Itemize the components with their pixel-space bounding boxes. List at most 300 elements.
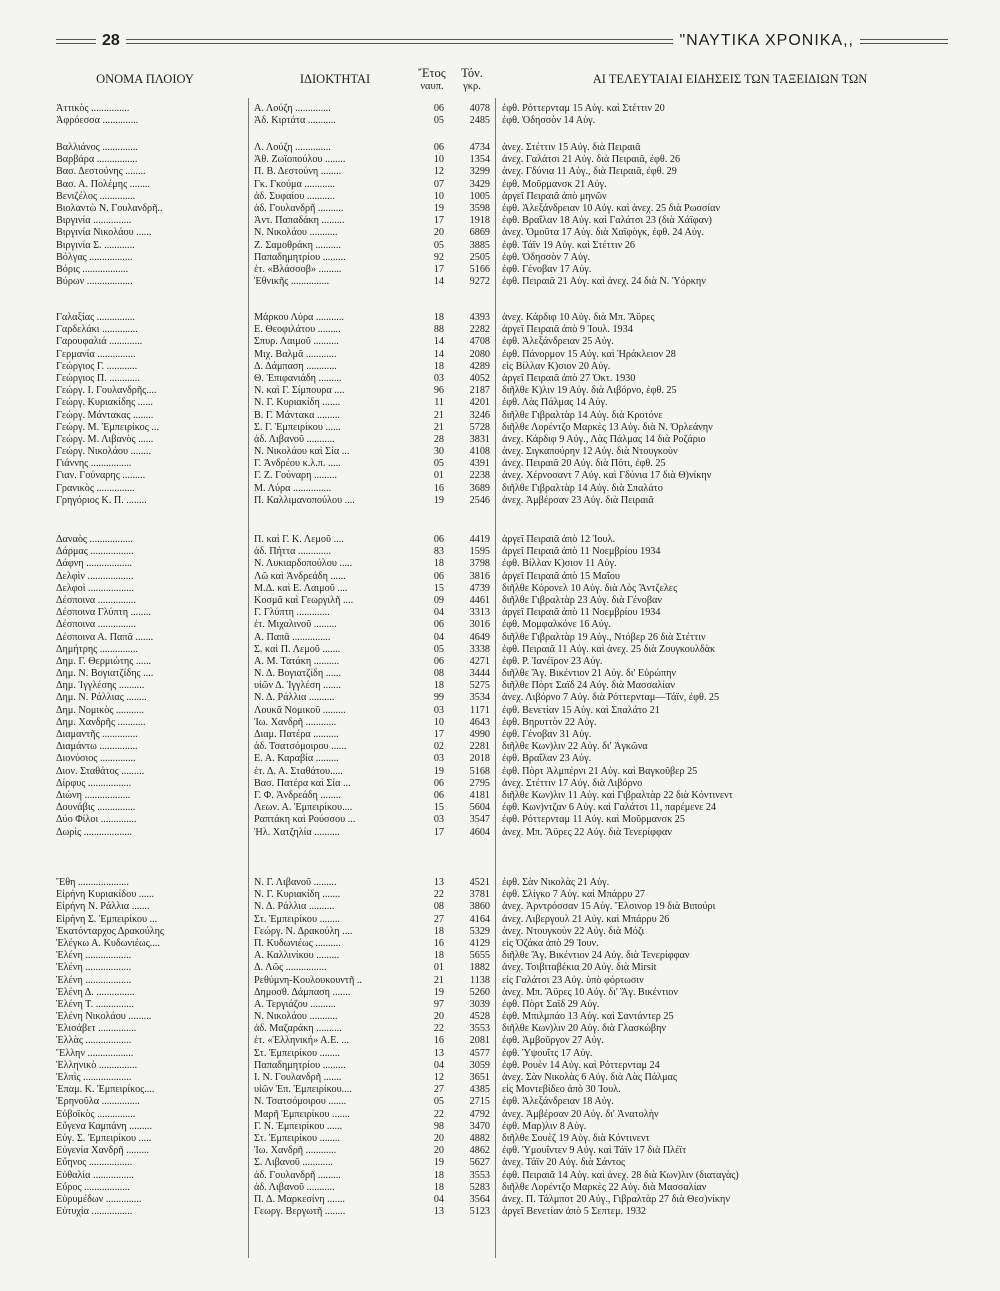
voyage-news: ἀργεῖ Πειραιᾶ ἀπὸ 11 Νοεμβρίου 1934 [502, 546, 661, 558]
gross-tonnage: 1918 [469, 215, 490, 227]
ship-name: Δημήτρης ............... [56, 643, 138, 655]
table-row [0, 632, 1000, 644]
voyage-news: ἐφθ. Μπιλμπάο 13 Αὐγ. καὶ Σαντάντερ 25 [502, 1011, 674, 1023]
gross-tonnage: 2080 [469, 348, 490, 360]
gross-tonnage: 4734 [469, 142, 490, 153]
gross-tonnage: 4792 [469, 1108, 490, 1120]
voyage-news: διῆλθε Γιβραλτὰρ 23 Αὐγ. διὰ Γένοβαν [502, 594, 662, 606]
owner-name: Μ. Λύρα ............... [254, 482, 332, 494]
gross-tonnage: 3689 [469, 482, 490, 494]
owner-name: Π. Κυδωνιέως .......... [254, 937, 341, 949]
owner-name: Γεώργ. Ν. Δρακούλη .... [254, 925, 353, 937]
gross-tonnage: 4129 [469, 937, 490, 949]
owner-name: ἑτ. Μιχαλινοῦ ......... [254, 619, 337, 631]
page-header [56, 30, 956, 54]
ship-name: Εὔηνος ................. [56, 1157, 133, 1169]
table-row [0, 619, 1000, 631]
build-year: 18 [433, 558, 444, 570]
build-year: 01 [433, 470, 444, 482]
build-year: 13 [433, 1047, 444, 1059]
owner-name: Στ. Ἐμπειρίκου ........ [254, 1132, 340, 1144]
build-year: 01 [433, 962, 444, 974]
build-year: 03 [433, 372, 444, 384]
voyage-news: ἐφθ. Σλίγκο 7 Αὐγ. καὶ Μπάρρυ 27 [502, 889, 646, 901]
ship-name: Δέσποινα ............... [56, 619, 136, 631]
owner-name: ἀδ. Γουλανδρῆ .......... [254, 202, 344, 214]
ship-name: Εὐτυχία ................ [56, 1206, 133, 1218]
build-year: 13 [433, 877, 444, 888]
table-row [0, 692, 1000, 704]
build-year: 16 [433, 937, 444, 949]
owner-name: Γ. Ἀνδρέου κ.λ.π. ..... [254, 458, 341, 470]
build-year: 03 [433, 753, 444, 765]
table-row [0, 312, 1000, 324]
voyage-news: ἀργεῖ Πειραιᾶ ἀπὸ 11 Νοεμβρίου 1934 [502, 607, 661, 619]
owner-name: Σ. Γ. Ἐμπειρίκου ...... [254, 421, 341, 433]
build-year: 19 [433, 986, 444, 998]
owner-name: Ε. Θεοφιλάτου ......... [254, 324, 341, 336]
owner-name: ἀδ. Γουλανδρῆ ......... [254, 1169, 341, 1181]
gross-tonnage: 3651 [469, 1072, 490, 1083]
voyage-news: ἀργεῖ Πειραιᾶ ἀπὸ 15 Μαΐου [502, 570, 620, 582]
gross-tonnage: 5655 [469, 950, 490, 962]
table-row [0, 227, 1000, 239]
voyage-news: ἐφθ. Λὰς Πάλμας 14 Αὐγ. [502, 397, 608, 409]
table-row [0, 495, 1000, 507]
voyage-news: ἐφθ. Ρ. Ἰανέϊρον 23 Αὐγ. [502, 655, 603, 667]
owner-name: Λεων. Α. Ἐμπειρίκου.... [254, 802, 353, 814]
owner-name: Δ. Δάμπαση ............ [254, 360, 337, 372]
gross-tonnage: 4164 [469, 913, 490, 925]
gross-tonnage: 2018 [469, 753, 490, 765]
ship-name: Δημ. Γ. Θερμιώτης ...... [56, 655, 152, 667]
build-year: 27 [433, 1084, 444, 1096]
voyage-news: ἀνεχ. Τάϊν 20 Αὐγ. διὰ Σάντος [502, 1157, 626, 1169]
table-row [0, 154, 1000, 166]
ship-name: Δημ. Ἰγγλέσης .......... [56, 680, 145, 692]
voyage-news: διῆλθε Γιβραλτὰρ 14 Αὐγ. διὰ Σπαλάτο [502, 482, 663, 494]
build-year: 20 [433, 1132, 444, 1144]
ship-name: Εἰρήνη Κυριακίδου ...... [56, 889, 155, 901]
gross-tonnage: 3313 [469, 607, 490, 619]
owner-name: ἀδ. Μαζαράκη .......... [254, 1023, 342, 1035]
gross-tonnage: 3534 [469, 692, 490, 704]
col-header-tons-label: Τόν. [461, 66, 483, 80]
build-year: 17 [433, 215, 444, 227]
build-year: 88 [433, 324, 444, 336]
ship-name: Δημ. Νομικὸς ........... [56, 704, 144, 716]
gross-tonnage: 4271 [469, 655, 490, 667]
ship-name: Βιργινία ............... [56, 215, 132, 227]
table-row [0, 103, 1000, 115]
ship-name: Δάφνη .................. [56, 558, 133, 570]
ship-name: Ἑλληνικὸ ............... [56, 1059, 138, 1071]
table-row [0, 385, 1000, 397]
build-year: 10 [433, 190, 444, 202]
build-year: 21 [433, 974, 444, 986]
ship-name: Ἑλένη .................. [56, 950, 132, 962]
owner-name: ἀδ. Τσατσόμοιρου ...... [254, 741, 347, 753]
voyage-news: ἐφθ. Ἀμβοῦργον 27 Αὐγ. [502, 1035, 604, 1047]
owner-name: ἀδ. Λιβανοῦ ........... [254, 1181, 335, 1193]
ship-name: Βασ. Δεστούνης ........ [56, 166, 146, 178]
owner-name: Α. Λούζη .............. [254, 103, 331, 114]
owner-name: Δημοσθ. Δάμπαση ....... [254, 986, 351, 998]
build-year: 04 [433, 607, 444, 619]
gross-tonnage: 3338 [469, 643, 490, 655]
table-row [0, 607, 1000, 619]
voyage-news: ἐφθ. Γένοβαν 17 Αὐγ. [502, 263, 592, 275]
table-row [0, 975, 1000, 987]
owner-name: Λ. Λούζη .............. [254, 142, 331, 153]
ship-name: Γιαν. Γούναρης ......... [56, 470, 146, 482]
ship-name: Γεώργ. Κυριακίδης ...... [56, 397, 153, 409]
voyage-news: ἀνεχ. Μπ. Ἄϋρες 22 Αὐγ. διὰ Τενερίφφαν [502, 826, 672, 838]
ship-name: Δάρμας ................. [56, 546, 134, 558]
gross-tonnage: 4862 [469, 1145, 490, 1157]
ship-name: Δύο Φίλοι .............. [56, 814, 137, 826]
build-year: 16 [433, 1035, 444, 1047]
table-row [0, 142, 1000, 154]
gross-tonnage: 3816 [469, 570, 490, 582]
owner-name: Στ. Ἐμπειρίκου ........ [254, 913, 340, 925]
owner-name: Θ. Ἐπιφανιάδη ......... [254, 372, 342, 384]
gross-tonnage: 4461 [469, 594, 490, 606]
ship-name: Γαλαξίας ............... [56, 312, 135, 323]
build-year: 07 [433, 178, 444, 190]
voyage-news: διῆλθε Λορέντζο Μαρκὲς 13 Αὐγ. διὰ Ν. Ὀρλεάνην [502, 421, 713, 433]
owner-name: Στ. Ἐμπειρίκου ........ [254, 1047, 340, 1059]
ship-name: Εὐγ. Σ. Ἐμπειρίκου ..... [56, 1132, 152, 1144]
gross-tonnage: 4649 [469, 631, 490, 643]
owner-name: Σ. καὶ Π. Λεμοῦ ....... [254, 643, 341, 655]
ship-name: Ἔθη .................... [56, 877, 129, 888]
voyage-news: ἀργεῖ Πειραιᾶ ἀπὸ μηνῶν [502, 190, 607, 202]
gross-tonnage: 2282 [469, 324, 490, 336]
table-row [0, 1023, 1000, 1035]
gross-tonnage: 4882 [469, 1132, 490, 1144]
ship-name: Ἐρηνοῦλα ............... [56, 1096, 140, 1108]
voyage-news: διῆλθε Κων)λιν 20 Αὐγ. διὰ Γλασκώβην [502, 1023, 667, 1035]
voyage-news: ἐφθ. Τάϊν 19 Αὐγ. καὶ Στέττιν 26 [502, 239, 635, 251]
voyage-news: ἀνεχ. Ντουγκοὺν 22 Αὐγ. διὰ Μόζι [502, 925, 645, 937]
ship-name: Γαρδελάκι .............. [56, 324, 138, 336]
col-header-ship: ΟΝΟΜΑ ΠΛΟΙΟΥ [96, 72, 194, 86]
voyage-news: ἐφθ. Πειραιᾶ 21 Αὐγ. καὶ ἀνεχ. 24 διὰ Ν. Ὑόρκην [502, 276, 706, 288]
build-year: 06 [433, 142, 444, 153]
owner-name: Βασ. Πατέρα καὶ Σία ... [254, 777, 351, 789]
build-year: 30 [433, 446, 444, 458]
owner-name: Α. Παπᾶ ............... [254, 631, 331, 643]
table-row [0, 938, 1000, 950]
table-row [0, 717, 1000, 729]
table-row [0, 1121, 1000, 1133]
voyage-news: διῆλθε Κων)λιν 22 Αὐγ. δι' Ἀγκῶνα [502, 741, 648, 753]
voyage-news: ἐφθ. Πειραιᾶ 11 Αὐγ. καὶ ἀνεχ. 25 διὰ Ζουγκουλδὰκ [502, 643, 716, 655]
table-row [0, 166, 1000, 178]
table-row [0, 987, 1000, 999]
voyage-news: διῆλθε Γιβραλτὰρ 14 Αὐγ. διὰ Κροτόνε [502, 409, 663, 421]
ship-name: Γεώργ. Μ. Ἐμπειρίκος ... [56, 421, 159, 433]
ship-name: Δημ. Ν. Βογιατζίδης .... [56, 668, 154, 680]
table-row [0, 1170, 1000, 1182]
owner-name: Ν. Νικολάου ........... [254, 227, 338, 239]
ship-name: Δουνάβις ............... [56, 802, 136, 814]
owner-name: Ν. καὶ Γ. Σίμπουρα .... [254, 385, 345, 397]
voyage-news: διῆλθε Κων)λιν 11 Αὐγ. καὶ Γιβραλτὰρ 22 διὰ Κόντινεντ [502, 789, 733, 801]
build-year: 04 [433, 631, 444, 643]
owner-name: Ἀδ. Κιρτάτα ........... [254, 115, 336, 127]
ship-name: Δαναὸς ................. [56, 534, 133, 545]
gross-tonnage: 5166 [469, 263, 490, 275]
owner-name: Π. Καλλιμανοπούλου .... [254, 494, 355, 506]
build-year: 10 [433, 154, 444, 166]
voyage-news: ἐφθ. Ρόττερνταμ 15 Αὐγ. καὶ Στέττιν 20 [502, 103, 665, 114]
table-row [0, 1096, 1000, 1108]
ship-name: Γερμανία ............... [56, 348, 136, 360]
gross-tonnage: 5283 [469, 1181, 490, 1193]
build-year: 13 [433, 1206, 444, 1218]
voyage-news: ἀνεχ. Ἀρντρόσσαν 15 Αὐγ. Ἔλσινορ 19 διὰ Βιπούρι [502, 901, 716, 913]
build-year: 15 [433, 802, 444, 814]
owner-name: Π. Β. Δεστούνη ........ [254, 166, 342, 178]
build-year: 05 [433, 643, 444, 655]
owner-name: Β. Γ. Μάντακα ......... [254, 409, 340, 421]
table-row [0, 729, 1000, 741]
owner-name: υἱῶν Δ. Ἰγγλέση ....... [254, 680, 341, 692]
build-year: 18 [433, 312, 444, 323]
gross-tonnage: 4181 [469, 789, 490, 801]
voyage-news: ἐφθ. Πειραιᾶ 14 Αὐγ. καὶ ἀνεχ. 28 διὰ Κων)λιν (διαταγὰς) [502, 1169, 739, 1181]
table-row [0, 252, 1000, 264]
table-row [0, 115, 1000, 127]
ship-name: Ἐλπὶς ................... [56, 1072, 132, 1083]
owner-name: Σπυρ. Λαιμοῦ .......... [254, 336, 339, 348]
table-row [0, 595, 1000, 607]
ship-name: Γιάννης ................ [56, 458, 132, 470]
voyage-news: διῆλθε Γιβραλτὰρ 19 Αὐγ., Ντόβερ 26 διὰ Στέττιν [502, 631, 706, 643]
voyage-news: ἀνεχ. Σὰν Νικολὰς 6 Αὐγ. διὰ Λὰς Πάλμας [502, 1072, 677, 1083]
ship-name: Διονύσιος .............. [56, 753, 136, 765]
build-year: 19 [433, 765, 444, 777]
build-year: 22 [433, 1023, 444, 1035]
build-year: 06 [433, 789, 444, 801]
build-year: 18 [433, 1181, 444, 1193]
owner-name: Γ. Φ. Ἀνδρεάδη ........ [254, 789, 341, 801]
ship-group [0, 877, 1000, 1218]
owner-name: Διαμ. Πατέρα .......... [254, 729, 339, 740]
col-header-tons [452, 66, 492, 94]
build-year: 16 [433, 482, 444, 494]
gross-tonnage: 5728 [469, 421, 490, 433]
build-year: 27 [433, 913, 444, 925]
voyage-news: ἐφθ. Βηρυττὸν 22 Αὐγ. [502, 716, 597, 728]
ship-group [0, 312, 1000, 507]
gross-tonnage: 4201 [469, 397, 490, 409]
build-year: 06 [433, 103, 444, 114]
voyage-news: διῆλθε Κ)λιν 19 Αὐγ. διὰ Λιβόρνο, ἐφθ. 25 [502, 385, 677, 397]
table-row [0, 203, 1000, 215]
table-row [0, 802, 1000, 814]
ship-name: Δημ. Χανδρῆς ........... [56, 716, 146, 728]
build-year: 20 [433, 1011, 444, 1023]
gross-tonnage: 9272 [469, 276, 490, 288]
ship-name: Γεώργ. Νικολάου ........ [56, 446, 151, 458]
build-year: 12 [433, 166, 444, 178]
build-year: 17 [433, 729, 444, 740]
table-row [0, 434, 1000, 446]
build-year: 08 [433, 901, 444, 913]
build-year: 20 [433, 227, 444, 239]
build-year: 19 [433, 494, 444, 506]
table-row [0, 790, 1000, 802]
build-year: 06 [433, 777, 444, 789]
build-year: 14 [433, 276, 444, 288]
table-row [0, 361, 1000, 373]
gross-tonnage: 2485 [469, 115, 490, 127]
publication-title: "ΝΑΥΤΙΚΑ ΧΡΟΝΙΚΑ,, [673, 30, 860, 52]
owner-name: Α. Καλλινίκου ......... [254, 950, 340, 962]
voyage-news: εἰς Γαλάτσι 23 Αὐγ. ὑπὸ φόρτωσιν [502, 974, 644, 986]
gross-tonnage: 4604 [469, 826, 490, 838]
ship-name: Εὐβοϊκὸς ............... [56, 1108, 136, 1120]
owner-name: Γ. Γλύπτη ............. [254, 607, 330, 619]
table-row [0, 1157, 1000, 1169]
voyage-news: ἐφθ. Ὀδησσὸν 7 Αὐγ. [502, 251, 591, 263]
build-year: 14 [433, 348, 444, 360]
owner-name: Ν. Γ. Κυριακίδη ....... [254, 889, 341, 901]
ship-name: Διαμάντω ............... [56, 741, 138, 753]
gross-tonnage: 5168 [469, 765, 490, 777]
table-row [0, 914, 1000, 926]
build-year: 18 [433, 925, 444, 937]
table-row [0, 558, 1000, 570]
ship-name: Δίρφυς ................. [56, 777, 132, 789]
owner-name: Δ. Λῶς ................ [254, 962, 327, 974]
ship-name: Γρανικὸς ............... [56, 482, 135, 494]
gross-tonnage: 2081 [469, 1035, 490, 1047]
owner-name: Παπαδημητρίου ......... [254, 251, 346, 263]
ship-name: Βαρβάρα ................ [56, 154, 138, 166]
table-row [0, 410, 1000, 422]
ship-name: Εὔγενα Καμπάνη ......... [56, 1120, 153, 1132]
gross-tonnage: 2546 [469, 494, 490, 506]
owner-name: Παπαδημητρίου ......... [254, 1059, 346, 1071]
ship-name: Ἑλένη .................. [56, 974, 132, 986]
table-row [0, 215, 1000, 227]
gross-tonnage: 3553 [469, 1023, 490, 1035]
table-row [0, 324, 1000, 336]
owner-name: Π. Δ. Μαρκεσίνη ....... [254, 1193, 345, 1205]
table-row [0, 753, 1000, 765]
gross-tonnage: 3547 [469, 814, 490, 826]
voyage-news: ἀνεχ. Τσιβιταβέκια 20 Αὐγ. διὰ Mirsit [502, 962, 657, 974]
voyage-news: ἀνεχ. Χέρνοσαντ 7 Αὐγ. καὶ Γδύνια 17 διὰ Θ)νίκην [502, 470, 712, 482]
ship-name: Ἑλένη Δ. ............... [56, 986, 135, 998]
voyage-news: διῆλθε Λορέντζο Μαρκὲς 22 Αὐγ. διὰ Μασσαλίαν [502, 1181, 707, 1193]
owner-name: Ζ. Σαμοθράκη .......... [254, 239, 341, 251]
ship-name: Βόλγας ................. [56, 251, 133, 263]
voyage-news: ἀνεχ. Π. Τάλμποτ 20 Αὐγ., Γιβραλτὰρ 27 διὰ Θεσ)νίκην [502, 1193, 730, 1205]
voyage-news: διῆλθε Ἅγ. Βικέντιον 24 Αὐγ. διὰ Τενερίφφαν [502, 950, 690, 962]
table-row [0, 1109, 1000, 1121]
voyage-news: ἐφθ. Ὑψουΐτς 17 Αὐγ. [502, 1047, 593, 1059]
table-row [0, 1011, 1000, 1023]
voyage-news: ἐφθ. Ὀδησσὸν 14 Αὐγ. [502, 115, 596, 127]
build-year: 19 [433, 1157, 444, 1169]
voyage-news: ἐφθ. Μαρ)λιν 8 Αὐγ. [502, 1120, 587, 1132]
table-row [0, 458, 1000, 470]
owner-name: υἱῶν Ἐπ. Ἐμπειρίκου.... [254, 1084, 352, 1096]
voyage-news: εἰς Μοντεβίδεο ἀπὸ 30 Ἰουλ. [502, 1084, 621, 1096]
ship-name: Εὐγενία Χανδρῆ ......... [56, 1145, 150, 1157]
ship-name: Γεώργ. Ι. Γουλανδρῆς.... [56, 385, 157, 397]
table-row [0, 901, 1000, 913]
build-year: 05 [433, 115, 444, 127]
build-year: 98 [433, 1120, 444, 1132]
table-row [0, 656, 1000, 668]
build-year: 11 [434, 397, 444, 409]
voyage-news: ἀνεχ. Κάρδιφ 9 Αὐγ., Λὰς Πάλμας 14 διὰ Ροζάριο [502, 433, 706, 445]
gross-tonnage: 4643 [469, 716, 490, 728]
ship-name: Ἑκατόνταρχος Δρακούλης [56, 925, 164, 937]
gross-tonnage: 2715 [469, 1096, 490, 1108]
owner-name: Ραπτάκη καὶ Ρούσσου ... [254, 814, 356, 826]
build-year: 04 [433, 1193, 444, 1205]
ship-name: Βιργινία Σ. ............ [56, 239, 135, 251]
table-row [0, 583, 1000, 595]
build-year: 18 [433, 680, 444, 692]
table-row [0, 1060, 1000, 1072]
gross-tonnage: 5275 [469, 680, 490, 692]
gross-tonnage: 5627 [469, 1157, 490, 1169]
voyage-news: ἐφθ. Μομφαλκόνε 16 Αὐγ. [502, 619, 611, 631]
table-row [0, 483, 1000, 495]
table-row [0, 422, 1000, 434]
gross-tonnage: 4990 [469, 729, 490, 740]
gross-tonnage: 5604 [469, 802, 490, 814]
voyage-news: ἀργεῖ Βενετίαν ἀπὸ 5 Σεπτεμ. 1932 [502, 1206, 647, 1218]
gross-tonnage: 4521 [469, 877, 490, 888]
ship-name: Δελφὶν .................. [56, 570, 134, 582]
owner-name: Ε. Α. Καραβία ......... [254, 753, 339, 765]
table-row [0, 668, 1000, 680]
voyage-news: ἐφθ. Ἀλεξάνδρειαν 18 Αὐγ. [502, 1096, 614, 1108]
build-year: 05 [433, 458, 444, 470]
ship-name: Διον. Σταθάτος ......... [56, 765, 145, 777]
table-row [0, 950, 1000, 962]
voyage-news: ἀργεῖ Πειραιᾶ ἀπὸ 27 Ὀκτ. 1930 [502, 372, 636, 384]
table-row [0, 644, 1000, 656]
table-row [0, 1206, 1000, 1218]
gross-tonnage: 3885 [469, 239, 490, 251]
gross-tonnage: 3246 [469, 409, 490, 421]
voyage-news: ἀνεχ. Λιβόρνο 7 Αὐγ. διὰ Ρόττερνταμ—Τάϊν, ἐφθ. 25 [502, 692, 720, 704]
page-number: 28 [96, 30, 126, 52]
gross-tonnage: 4078 [469, 103, 490, 114]
table-row [0, 926, 1000, 938]
build-year: 06 [433, 534, 444, 545]
ship-name: Δωρὶς ................... [56, 826, 133, 838]
ship-name: Ἐλισάβετ ............... [56, 1023, 137, 1035]
table-row [0, 999, 1000, 1011]
voyage-news: διῆλθε Πὸρτ Σαϊδ 24 Αὐγ. διὰ Μασσαλίαν [502, 680, 675, 692]
voyage-news: ἐφθ. Βραΐλαν 18 Αὐγ. καὶ Γαλάτσι 23 (διὰ Χάϊφαν) [502, 215, 712, 227]
table-row [0, 191, 1000, 203]
build-year: 06 [433, 619, 444, 631]
owner-name: Γεωργ. Βεργωτῆ ........ [254, 1206, 346, 1218]
voyage-news: ἐφθ. Ρουὲν 14 Αὐγ. καὶ Ρόττερνταμ 24 [502, 1059, 660, 1071]
